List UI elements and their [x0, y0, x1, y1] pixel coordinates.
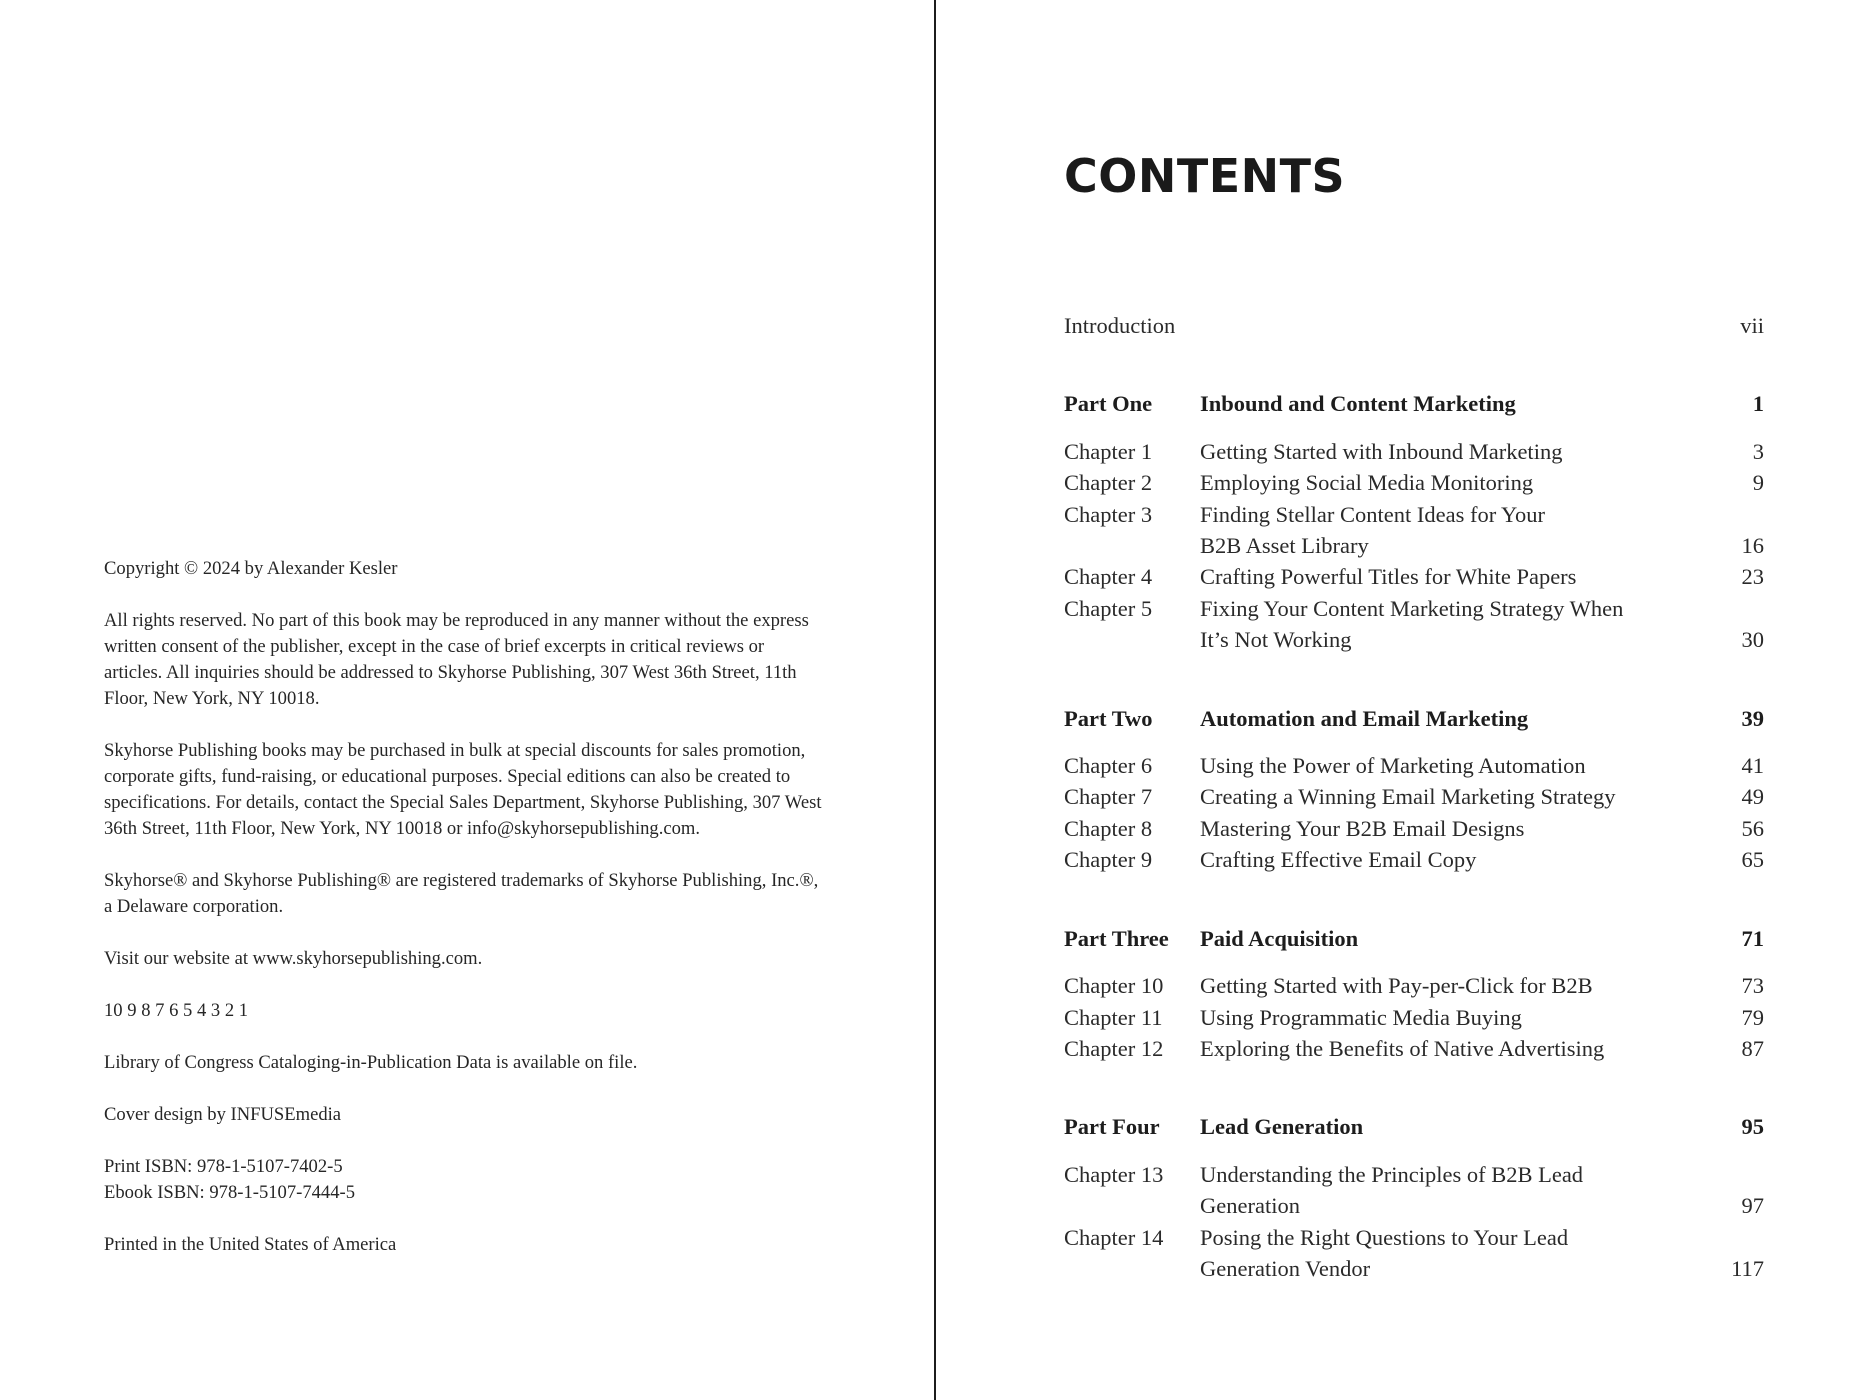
- toc-part: [1064, 923, 1764, 1065]
- cip-line: Library of Congress Cataloging-in-Publication Data is available on file.: [104, 1052, 638, 1073]
- toc-chapter-title-line: Getting Started with Inbound Marketing: [1200, 438, 1563, 464]
- bulk-sales-paragraph: Skyhorse Publishing books may be purchased in bulk at special discounts for sales promotion, corporate gifts, fund-raising, or educational purposes. Special editions can also be created to specifications. For details, contact the Special Sales Department, Skyhorse Publishing, 307 West 36th Street, 11th Floor, New York, NY 10018 or info@skyhorsepublishing.com.: [104, 740, 822, 839]
- toc-chapter-title-line: Finding Stellar Content Ideas for Your: [1200, 501, 1545, 527]
- toc-chapter-entry[interactable]: [1064, 499, 1764, 562]
- toc-chapter-label: Chapter 7: [1064, 784, 1153, 810]
- copyright-page: [104, 556, 824, 1284]
- toc-chapter-label: Chapter 6: [1064, 753, 1153, 779]
- toc-chapter-page: 3: [1752, 438, 1764, 464]
- toc-part-label: Part Three: [1064, 925, 1169, 951]
- toc-chapter-page: 41: [1741, 753, 1764, 779]
- toc-chapter-title: [1200, 1222, 1684, 1285]
- toc-chapter-title-line: Posing the Right Questions to Your Lead: [1200, 1224, 1569, 1250]
- toc-chapter-entry[interactable]: [1064, 750, 1764, 781]
- toc-part-heading[interactable]: [1064, 703, 1764, 734]
- toc-chapter-page: 9: [1752, 470, 1764, 496]
- toc-chapter-entry[interactable]: [1064, 844, 1764, 875]
- toc-chapter-title: [1200, 750, 1684, 781]
- toc-chapter-entry[interactable]: [1064, 1033, 1764, 1064]
- rights-reserved-paragraph: All rights reserved. No part of this book may be reproduced in any manner without the express written consent of the publisher, except in the case of brief excerpts in critical reviews or articles. All inquiries should be addressed to Skyhorse Publishing, 307 West 36th Street, 11th Floor, New York, NY 10018.: [104, 610, 809, 709]
- toc-part-title: Paid Acquisition: [1200, 925, 1359, 951]
- toc-chapter-label: Chapter 9: [1064, 847, 1153, 873]
- toc-chapter-title: [1200, 1002, 1684, 1033]
- toc-chapter-title-line: Crafting Powerful Titles for White Papers: [1200, 564, 1577, 590]
- toc-introduction[interactable]: [1064, 310, 1764, 341]
- toc-chapter-title: [1200, 1033, 1684, 1064]
- toc-chapter-label: Chapter 10: [1064, 973, 1164, 999]
- toc-chapter-title: [1200, 561, 1684, 592]
- toc-chapter-entry[interactable]: [1064, 593, 1764, 656]
- toc-chapter-entry[interactable]: [1064, 781, 1764, 812]
- toc-chapter-title: [1200, 1159, 1684, 1222]
- toc-chapter-page: 97: [1741, 1193, 1764, 1219]
- toc-part-title: Lead Generation: [1200, 1114, 1364, 1140]
- toc-part-page: 71: [1741, 925, 1764, 951]
- toc-chapter-title-line: Using Programmatic Media Buying: [1200, 1004, 1522, 1030]
- toc-part-title: Inbound and Content Marketing: [1200, 391, 1516, 417]
- toc-chapter-title-line: Getting Started with Pay-per-Click for B2B: [1200, 973, 1593, 999]
- toc-chapter-title-line: Creating a Winning Email Marketing Strategy: [1200, 784, 1616, 810]
- toc-chapter-title-line: Mastering Your B2B Email Designs: [1200, 815, 1525, 841]
- toc-chapter-label: Chapter 12: [1064, 1035, 1164, 1061]
- website-line: Visit our website at www.skyhorsepublishing.com.: [104, 948, 483, 969]
- toc-part-heading[interactable]: [1064, 388, 1764, 419]
- toc-chapter-title: [1200, 813, 1684, 844]
- toc-chapter-title: [1200, 844, 1684, 875]
- toc-introduction-page: vii: [1740, 313, 1764, 338]
- toc-chapter-label: Chapter 14: [1064, 1224, 1164, 1250]
- toc-part-title: Automation and Email Marketing: [1200, 705, 1529, 731]
- toc-chapter-title-line: Generation: [1200, 1193, 1300, 1219]
- toc-chapter-entry[interactable]: [1064, 970, 1764, 1001]
- toc-part-heading[interactable]: [1064, 1111, 1764, 1142]
- toc-chapter-label: Chapter 2: [1064, 470, 1153, 496]
- printed-in-line: Printed in the United States of America: [104, 1234, 397, 1255]
- table-of-contents: [1064, 310, 1764, 1331]
- toc-part-label: Part One: [1064, 391, 1153, 417]
- print-isbn-line: Print ISBN: 978-1-5107-7402-5: [104, 1156, 343, 1177]
- toc-chapter-page: 56: [1741, 815, 1764, 841]
- toc-chapter-entry[interactable]: [1064, 1002, 1764, 1033]
- toc-chapter-label: Chapter 8: [1064, 815, 1153, 841]
- toc-chapter-title-line: Exploring the Benefits of Native Advertising: [1200, 1035, 1605, 1061]
- ebook-isbn-line: Ebook ISBN: 978-1-5107-7444-5: [104, 1182, 355, 1203]
- toc-chapter-page: 30: [1741, 627, 1764, 653]
- toc-chapter-label: Chapter 5: [1064, 595, 1153, 621]
- toc-chapter-title-line: Using the Power of Marketing Automation: [1200, 753, 1586, 779]
- toc-part-heading[interactable]: [1064, 923, 1764, 954]
- toc-chapter-entry[interactable]: [1064, 436, 1764, 467]
- toc-part-page: 39: [1741, 705, 1764, 731]
- toc-chapter-label: Chapter 3: [1064, 501, 1153, 527]
- toc-chapter-label: Chapter 4: [1064, 564, 1153, 590]
- toc-introduction-label: Introduction: [1064, 313, 1176, 338]
- toc-part-page: 1: [1752, 391, 1764, 417]
- toc-chapter-page: 117: [1731, 1255, 1764, 1281]
- toc-chapter-title: [1200, 593, 1684, 656]
- toc-chapter-title-line: Employing Social Media Monitoring: [1200, 470, 1534, 496]
- toc-chapter-label: Chapter 1: [1064, 438, 1153, 464]
- toc-chapter-title: [1200, 436, 1684, 467]
- toc-chapter-title: [1200, 467, 1684, 498]
- toc-chapter-title: [1200, 970, 1684, 1001]
- toc-chapter-title: [1200, 781, 1684, 812]
- toc-chapter-title-line: Crafting Effective Email Copy: [1200, 847, 1477, 873]
- toc-chapter-entry[interactable]: [1064, 561, 1764, 592]
- toc-chapter-page: 65: [1741, 847, 1764, 873]
- toc-chapter-page: 49: [1741, 784, 1764, 810]
- cover-design-line: Cover design by INFUSEmedia: [104, 1104, 342, 1125]
- toc-chapter-page: 23: [1741, 564, 1764, 590]
- trademarks-paragraph: Skyhorse® and Skyhorse Publishing® are registered trademarks of Skyhorse Publishing, Inc.®, a Delaware corporation.: [104, 870, 819, 917]
- toc-chapter-title-line: Understanding the Principles of B2B Lead: [1200, 1161, 1584, 1187]
- toc-parts: [1064, 388, 1764, 1284]
- toc-chapter-entry[interactable]: [1064, 813, 1764, 844]
- toc-part-label: Part Four: [1064, 1114, 1160, 1140]
- toc-chapter-page: 73: [1741, 973, 1764, 999]
- toc-chapter-label: Chapter 13: [1064, 1161, 1164, 1187]
- toc-chapter-title-line: It’s Not Working: [1200, 627, 1352, 653]
- toc-chapter-entry[interactable]: [1064, 1159, 1764, 1222]
- toc-part: [1064, 1111, 1764, 1284]
- toc-chapter-title-line: B2B Asset Library: [1200, 533, 1369, 559]
- page-gutter-divider: [934, 0, 936, 1400]
- toc-part: [1064, 388, 1764, 655]
- toc-chapter-title-line: Fixing Your Content Marketing Strategy When: [1200, 595, 1624, 621]
- copyright-line: Copyright © 2024 by Alexander Kesler: [104, 558, 398, 579]
- toc-chapter-entry[interactable]: [1064, 1222, 1764, 1285]
- toc-chapter-title: [1200, 499, 1684, 562]
- toc-chapter-entry[interactable]: [1064, 467, 1764, 498]
- toc-chapter-title-line: Generation Vendor: [1200, 1255, 1371, 1281]
- printing-line: 10 9 8 7 6 5 4 3 2 1: [104, 1000, 249, 1021]
- toc-part-label: Part Two: [1064, 705, 1153, 731]
- contents-title: CONTENTS: [1064, 149, 1346, 203]
- toc-chapter-page: 87: [1741, 1035, 1764, 1061]
- toc-chapter-page: 16: [1741, 533, 1764, 559]
- toc-part-page: 95: [1741, 1114, 1764, 1140]
- toc-part: [1064, 703, 1764, 876]
- toc-chapter-label: Chapter 11: [1064, 1004, 1163, 1030]
- toc-chapter-page: 79: [1741, 1004, 1764, 1030]
